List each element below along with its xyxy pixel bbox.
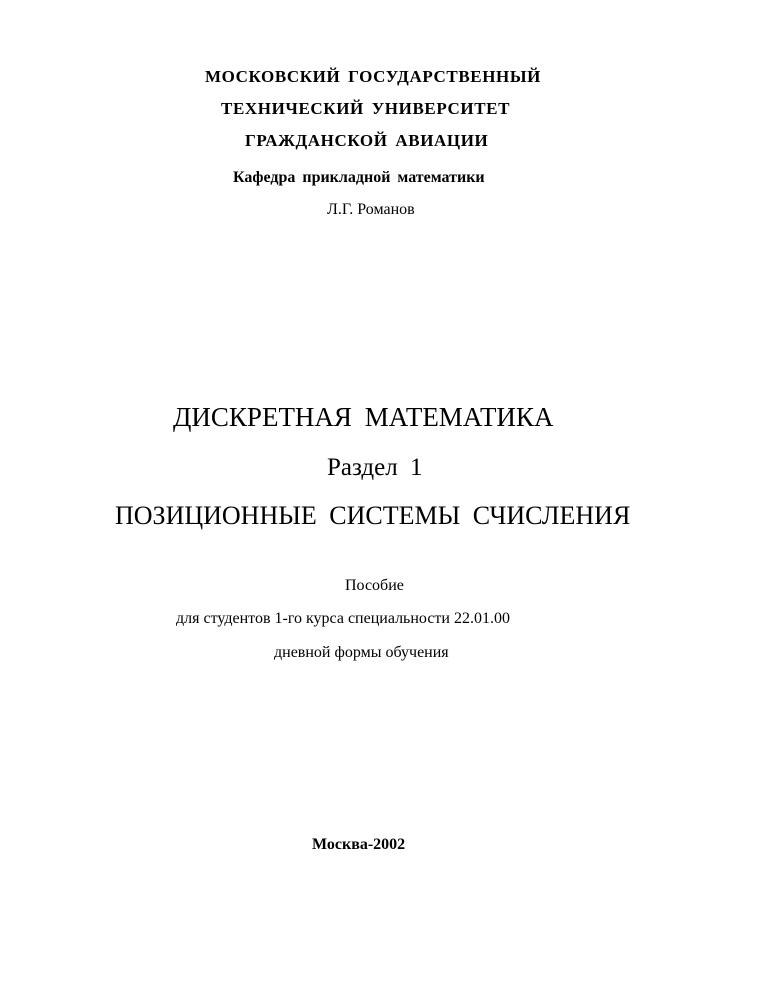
department-name: Кафедра прикладной математики	[233, 169, 485, 186]
author-name: Л.Г. Романов	[327, 201, 415, 218]
document-title: ДИСКРЕТНАЯ МАТЕМАТИКА	[173, 402, 554, 432]
publication-form: дневной формы обучения	[274, 644, 449, 661]
publication-audience: для студентов 1-го курса специальности 22.01.00	[176, 610, 510, 627]
section-label: Раздел 1	[327, 454, 423, 481]
institution-line-3: ГРАЖДАНСКОЙ АВИАЦИИ	[245, 131, 489, 150]
publication-city-year: Москва-2002	[312, 836, 406, 853]
institution-line-2: ТЕХНИЧЕСКИЙ УНИВЕРСИТЕТ	[221, 99, 511, 118]
document-subtitle: ПОЗИЦИОННЫЕ СИСТЕМЫ СЧИСЛЕНИЯ	[115, 501, 631, 530]
institution-line-1: МОСКОВСКИЙ ГОСУДАРСТВЕННЫЙ	[205, 67, 541, 86]
publication-type: Пособие	[345, 577, 404, 594]
